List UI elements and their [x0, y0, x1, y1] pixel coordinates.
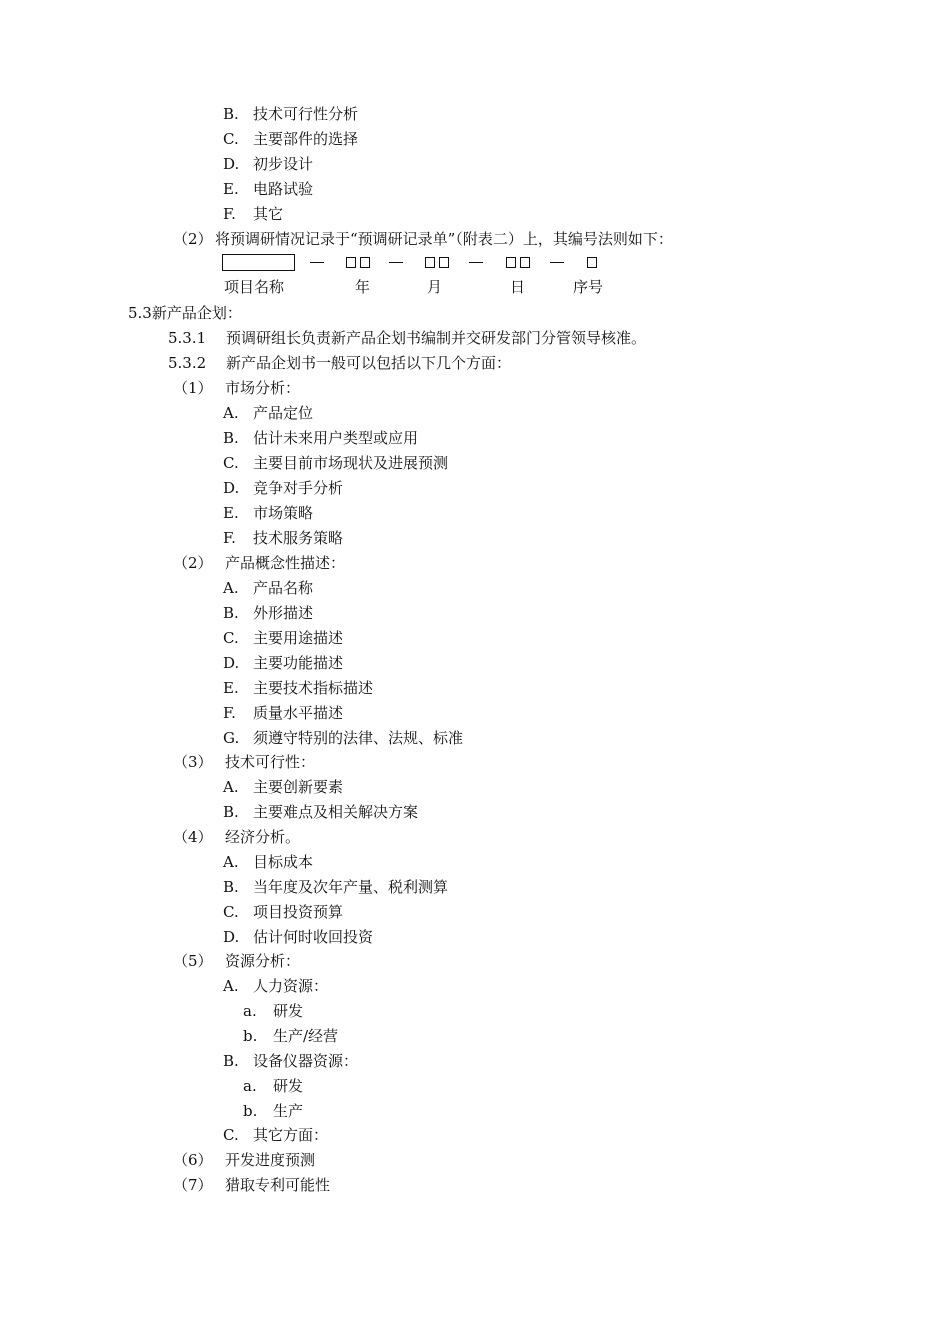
item-text: 初步设计: [253, 155, 314, 173]
digit-box: [346, 257, 356, 268]
item-marker: a.: [243, 1077, 257, 1095]
paren-number: （7）: [173, 1176, 213, 1194]
item-text: 目标成本: [253, 853, 314, 871]
item-text: 主要部件的选择: [253, 130, 359, 148]
list-item: [223, 503, 313, 523]
item-text: 技术可行性分析: [253, 105, 359, 123]
group-title: 开发进度预测: [225, 1151, 316, 1169]
item-text: 生产: [273, 1102, 304, 1120]
item-marker: b.: [243, 1102, 258, 1120]
subsection-5-3-2: [168, 353, 511, 373]
digit-box: [506, 257, 516, 268]
list-item: [223, 902, 343, 922]
list-item: [223, 478, 343, 498]
list-item: [223, 403, 313, 423]
item-marker: C.: [223, 130, 239, 148]
project-name-box: [222, 254, 295, 271]
item-text: 生产/经营: [273, 1027, 339, 1045]
item-marker: F.: [223, 205, 236, 223]
separator-dash: [550, 262, 564, 263]
label-year: 年: [355, 278, 371, 296]
separator-dash: [310, 262, 324, 263]
item-text: 其它: [253, 205, 284, 223]
item-text: 主要创新要素: [253, 778, 344, 796]
sub-list-item: [243, 1026, 338, 1046]
item-marker: D.: [223, 155, 240, 173]
item-marker: A.: [223, 778, 239, 796]
item-marker: F.: [223, 529, 236, 547]
item-text: 设备仪器资源：: [253, 1052, 359, 1070]
separator-dash: [389, 262, 403, 263]
item-marker: G.: [223, 729, 240, 747]
paren-number: （3）: [173, 753, 213, 771]
paren-number: （5）: [173, 952, 213, 970]
label-month: 月: [427, 278, 443, 296]
sub-list-item: [243, 1101, 303, 1121]
list-item: [223, 802, 418, 822]
item-text: 主要难点及相关解决方案: [253, 803, 419, 821]
label-sequence: 序号: [573, 278, 604, 296]
sub-list-item: [243, 1001, 303, 1021]
list-item: [223, 528, 343, 548]
item-text: 主要用途描述: [253, 629, 344, 647]
list-item: [223, 653, 343, 673]
group-heading: [173, 827, 300, 847]
item-marker: B.: [223, 429, 239, 447]
list-item: [223, 154, 313, 174]
item-marker: E.: [223, 180, 239, 198]
paren-number: （6）: [173, 1151, 213, 1169]
item-text: 人力资源：: [253, 977, 329, 995]
list-item: [223, 976, 328, 996]
item-marker: B.: [223, 1052, 239, 1070]
list-item: [223, 104, 358, 124]
instruction-text: 将预调研情况记录于“预调研记录单”（附表二）上，其编号法则如下：: [215, 230, 673, 248]
list-item: [223, 578, 313, 598]
group-title: 市场分析：: [225, 379, 301, 397]
item-marker: E.: [223, 679, 239, 697]
list-item: [223, 453, 448, 473]
list-item: [223, 179, 313, 199]
item-text: 质量水平描述: [253, 704, 344, 722]
list-item: [223, 728, 463, 748]
item-text: 产品名称: [253, 579, 314, 597]
item-text: 其它方面：: [253, 1126, 329, 1144]
record-instruction: [173, 229, 673, 249]
item-text: 当年度及次年产量、税利测算: [253, 878, 449, 896]
item-marker: C.: [223, 1126, 239, 1144]
paren-number: （2）: [173, 230, 213, 248]
item-text: 主要功能描述: [253, 654, 344, 672]
list-item: [223, 852, 313, 872]
subsection-text: 预调研组长负责新产品企划书编制并交研发部门分管领导核准。: [226, 329, 647, 347]
group-heading: [173, 752, 315, 772]
item-text: 估计何时收回投资: [253, 928, 374, 946]
digit-box: [360, 257, 370, 268]
list-item: [223, 204, 283, 224]
item-marker: A.: [223, 579, 239, 597]
item-marker: B.: [223, 604, 239, 622]
group-heading: [173, 553, 345, 573]
item-text: 产品定位: [253, 404, 314, 422]
list-item: [223, 129, 358, 149]
group-heading: [173, 1175, 330, 1195]
list-item: [223, 1125, 328, 1145]
list-item: [223, 603, 313, 623]
digit-box: [439, 257, 449, 268]
code-format: [222, 253, 642, 273]
paren-number: （4）: [173, 828, 213, 846]
item-marker: E.: [223, 504, 239, 522]
sub-list-item: [243, 1076, 303, 1096]
subsection-text: 新产品企划书一般可以包括以下几个方面：: [226, 354, 512, 372]
item-marker: A.: [223, 853, 239, 871]
group-title: 资源分析：: [225, 952, 301, 970]
group-heading: [173, 951, 300, 971]
list-item: [223, 628, 343, 648]
item-text: 须遵守特别的法律、法规、标准: [253, 729, 464, 747]
item-marker: F.: [223, 704, 236, 722]
list-item: [223, 877, 448, 897]
list-item: [223, 703, 343, 723]
item-text: 市场策略: [253, 504, 314, 522]
item-marker: C.: [223, 903, 239, 921]
group-title: 产品概念性描述：: [225, 554, 346, 572]
item-text: 估计未来用户类型或应用: [253, 429, 419, 447]
item-marker: B.: [223, 105, 239, 123]
paren-number: （1）: [173, 379, 213, 397]
list-item: [223, 777, 343, 797]
list-item: [223, 1051, 358, 1071]
digit-box: [587, 257, 597, 268]
section-heading: 5.3新产品企划：: [128, 304, 242, 322]
group-title: 技术可行性：: [225, 753, 316, 771]
item-marker: a.: [243, 1002, 257, 1020]
list-item: [223, 678, 373, 698]
group-title: 经济分析。: [225, 828, 301, 846]
item-marker: A.: [223, 404, 239, 422]
item-marker: b.: [243, 1027, 258, 1045]
item-text: 外形描述: [253, 604, 314, 622]
group-title: 猎取专利可能性: [225, 1176, 331, 1194]
item-marker: B.: [223, 878, 239, 896]
subsection-number: 5.3.1: [168, 329, 207, 347]
subsection-5-3-1: [168, 328, 646, 348]
item-text: 研发: [273, 1002, 304, 1020]
item-text: 竞争对手分析: [253, 479, 344, 497]
item-text: 研发: [273, 1077, 304, 1095]
item-text: 项目投资预算: [253, 903, 344, 921]
item-marker: B.: [223, 803, 239, 821]
subsection-number: 5.3.2: [168, 354, 207, 372]
separator-dash: [469, 262, 483, 263]
paren-number: （2）: [173, 554, 213, 572]
item-text: 技术服务策略: [253, 529, 344, 547]
item-text: 主要目前市场现状及进展预测: [253, 454, 449, 472]
item-marker: C.: [223, 454, 239, 472]
group-heading: [173, 378, 300, 398]
label-day: 日: [510, 278, 526, 296]
group-heading: [173, 1150, 315, 1170]
digit-box: [425, 257, 435, 268]
item-marker: A.: [223, 977, 239, 995]
item-text: 主要技术指标描述: [253, 679, 374, 697]
item-marker: D.: [223, 479, 240, 497]
item-marker: D.: [223, 654, 240, 672]
list-item: [223, 428, 418, 448]
list-item: [223, 927, 373, 947]
digit-box: [520, 257, 530, 268]
item-marker: D.: [223, 928, 240, 946]
label-project-name: 项目名称: [224, 278, 285, 296]
item-text: 电路试验: [253, 180, 314, 198]
item-marker: C.: [223, 629, 239, 647]
